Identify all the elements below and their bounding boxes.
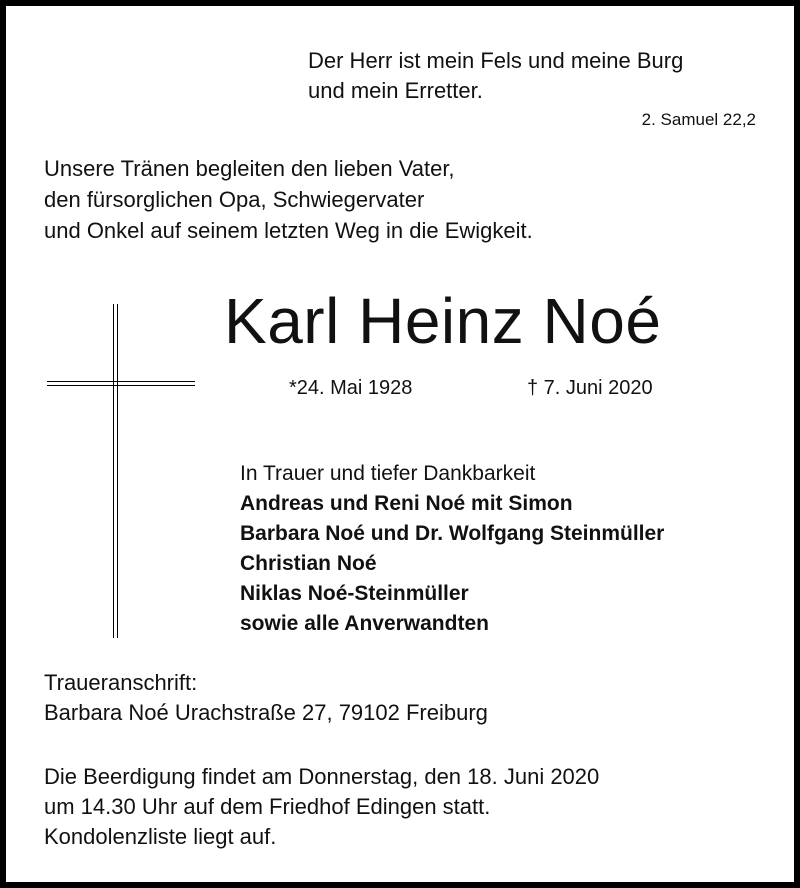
mourner-name: Andreas und Reni Noé mit Simon xyxy=(240,492,573,515)
funeral-line-2: um 14.30 Uhr auf dem Friedhof Edingen statt. xyxy=(44,794,491,819)
mourner-name: Niklas Noé-Steinmüller xyxy=(240,582,469,605)
bible-verse-line-2: und mein Erretter. xyxy=(308,78,483,103)
address-value: Barbara Noé Urachstraße 27, 79102 Freiburg xyxy=(44,700,488,725)
funeral-line-3: Kondolenzliste liegt auf. xyxy=(44,824,277,849)
bible-verse-reference: 2. Samuel 22,2 xyxy=(641,110,756,129)
mourner-name: sowie alle Anverwandten xyxy=(240,612,489,635)
address-label: Traueranschrift: xyxy=(44,670,198,695)
funeral-line-1: Die Beerdigung findet am Donnerstag, den 18. Juni 2020 xyxy=(44,764,600,789)
mourners-heading: In Trauer und tiefer Dankbarkeit xyxy=(240,462,536,485)
intro-line-1: Unsere Tränen begleiten den lieben Vater, xyxy=(44,156,455,181)
mourner-name: Christian Noé xyxy=(240,552,377,575)
mourner-name: Barbara Noé und Dr. Wolfgang Steinmüller xyxy=(240,522,665,545)
intro-line-2: den fürsorglichen Opa, Schwiegervater xyxy=(44,187,425,212)
death-date: † 7. Juni 2020 xyxy=(527,377,653,399)
intro-line-3: und Onkel auf seinem letzten Weg in die Ewigkeit. xyxy=(44,218,533,243)
bible-verse-line-1: Der Herr ist mein Fels und meine Burg xyxy=(308,48,684,73)
deceased-name: Karl Heinz Noé xyxy=(224,285,662,357)
birth-date: *24. Mai 1928 xyxy=(289,377,413,399)
